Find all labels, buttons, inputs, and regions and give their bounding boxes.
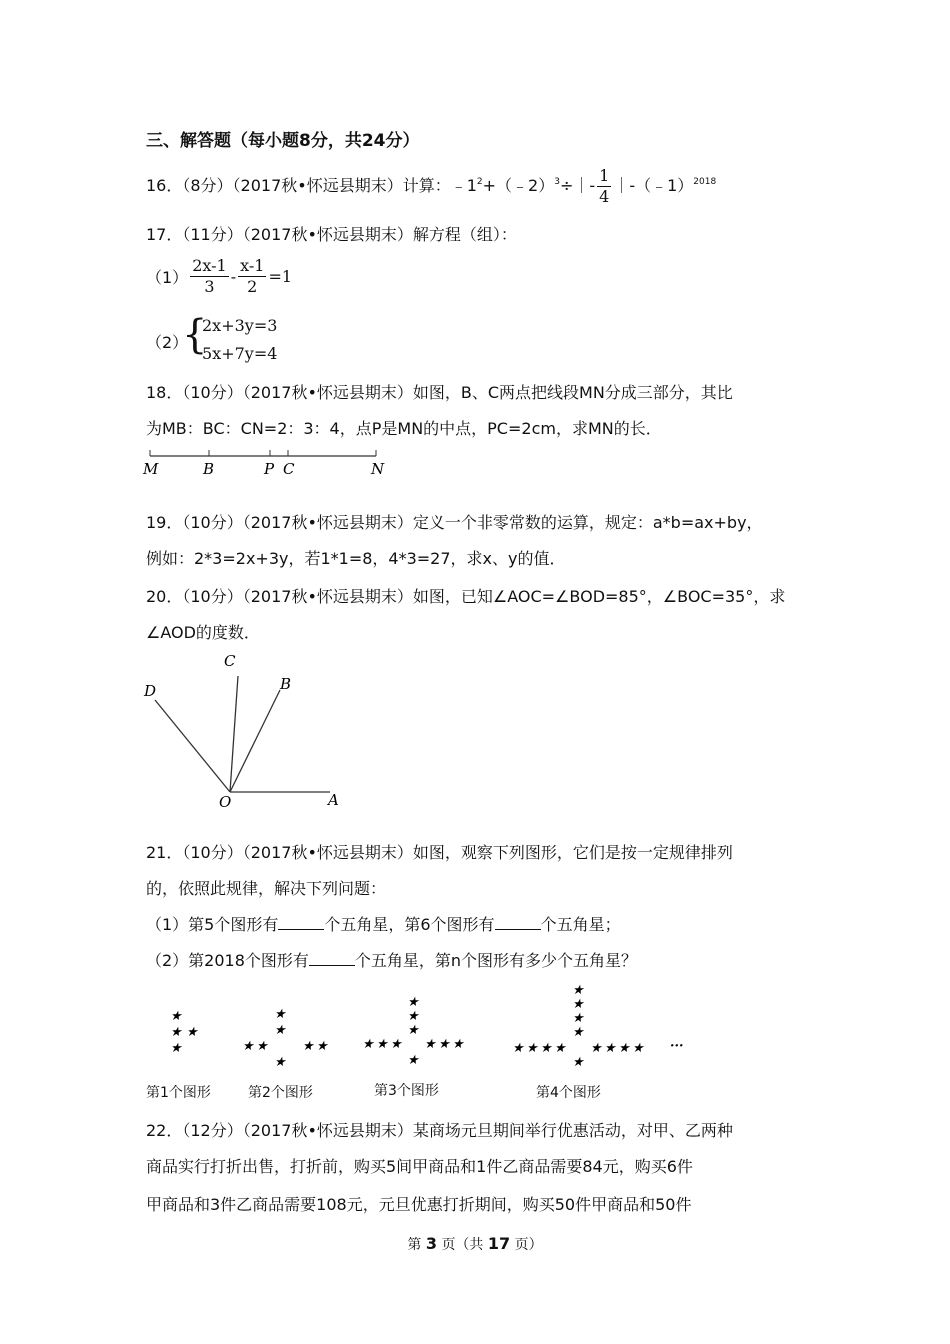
star-icon: ★ [554,1041,566,1056]
q20-line2: ∠AOD的度数． [146,623,260,642]
answer-blank[interactable] [278,917,324,930]
figure-1-label: 第1个图形 [146,1085,211,1101]
q21-p2b: 个五角星，第n个图形有多少个五角星？ [354,951,638,970]
star-pattern-figures [140,984,700,1068]
footer-mid: 页（共 [441,1237,484,1253]
q21-line2: 的，依照此规律，解决下列问题： [146,879,387,898]
figure-3-label: 第3个图形 [374,1083,439,1099]
star-icon: ★ [590,1041,602,1056]
q21-part2 [146,948,637,971]
star-icon: ★ [572,1025,584,1040]
star-icon: ★ [452,1037,464,1052]
q17-frac1-den: 3 [204,277,215,296]
q17-p1-label: （1） [146,268,189,287]
page-footer [0,1234,950,1254]
star-icon: ★ [438,1037,450,1052]
q16-frac-den: 4 [599,187,610,206]
q17-p2-label: （2） [146,333,189,352]
question-16 [146,168,716,205]
q17-stem: 17．（11分）（2017秋•怀远县期末）解方程（组）： [146,225,517,244]
star-icon: ★ [390,1037,402,1052]
star-icon: ★ [572,1011,584,1026]
q16-exp1: 2 [476,177,483,187]
system-brace: { [182,312,208,358]
angle-diagram [140,648,350,814]
footer-pre: 第 [407,1237,422,1253]
q17-eq1: 2x+3y=3 [202,316,278,335]
point-b-label: B [203,460,215,478]
star-icon: ★ [316,1039,328,1054]
q21-p1c: 个五角星； [540,915,621,934]
star-icon: ★ [274,1023,286,1038]
q16-frac-num: 1 [599,166,610,185]
q17-frac2-den: 2 [247,277,258,296]
star-icon: ★ [618,1041,630,1056]
star-icon: ★ [407,1023,419,1038]
q19-line2: 例如：2*3=2x+3y，若1*1=8，4*3=27，求x、y的值． [146,549,566,568]
q21-p1a: （1）第5个图形有 [146,915,279,934]
point-p-label: P [264,460,275,478]
q16-mid: +（﹣2） [482,176,555,195]
star-icon: ★ [274,1007,286,1022]
section-title: 三、解答题（每小题8分，共24分） [146,131,420,151]
q22-line3: 甲商品和3件乙商品需要108元，元旦优惠打折期间，购买50件甲商品和50件 [146,1195,692,1214]
figure-2-label: 第2个图形 [248,1085,313,1101]
q18-line2: 为MB：BC：CN=2：3：4，点P是MN的中点，PC=2cm，求MN的长． [146,419,662,438]
star-icon: ★ [302,1039,314,1054]
star-icon: ★ [604,1041,616,1056]
figure-1-stars [170,1009,199,1056]
star-icon: ★ [572,1055,584,1068]
star-icon: ★ [170,1041,182,1056]
q16-after: ｜-（﹣1） [613,176,694,195]
point-n-label: N [371,460,385,478]
q16-exp2: 3 [554,177,560,187]
point-m-label: M [143,460,159,478]
figure-2-stars [242,1007,329,1068]
q21-p1b: 个五角星，第6个图形有 [324,915,495,934]
q20-line1: 20．（10分）（2017秋•怀远县期末）如图，已知∠AOC=∠BOD=85°，∠BOC=35°，求 [146,587,786,606]
star-icon: ★ [424,1037,436,1052]
q17-frac2 [238,258,266,295]
q17-eq2: 5x+7y=4 [202,344,278,363]
q22-line1: 22．（12分）（2017秋•怀远县期末）某商场元旦期间举行优惠活动，对甲、乙两种 [146,1121,733,1140]
star-icon: ★ [540,1041,552,1056]
figure-4-stars [512,984,645,1068]
q16-prefix: 16．（8分）（2017秋•怀远县期末）计算：﹣1 [146,176,477,195]
q17-op: - [230,267,237,286]
q17-part1 [146,258,292,295]
star-icon: ★ [170,1025,182,1040]
q16-fraction [597,168,611,205]
star-icon: ★ [170,1009,182,1024]
star-icon: ★ [274,1055,286,1068]
answer-blank[interactable] [309,953,355,966]
q17-frac1 [190,258,229,295]
star-icon: ★ [362,1037,374,1052]
figure-4-label: 第4个图形 [536,1085,601,1101]
star-icon: ★ [242,1039,254,1054]
q16-exp3: 2018 [693,177,717,187]
star-icon: ★ [632,1041,644,1056]
q17-frac1-num: 2x-1 [192,256,227,275]
star-icon: ★ [572,997,584,1012]
ellipsis: ··· [670,1039,684,1054]
star-icon: ★ [256,1039,268,1054]
star-icon: ★ [572,984,584,998]
point-c-label: C [224,652,236,670]
q21-part1 [146,912,621,935]
point-c-label: C [283,460,295,478]
point-b-label: B [280,675,292,693]
point-a-label: A [328,791,339,809]
point-o-label: O [219,793,232,811]
star-icon: ★ [186,1025,198,1040]
q18-line1: 18．（10分）（2017秋•怀远县期末）如图，B、C两点把线段MN分成三部分，其比 [146,383,733,402]
q21-p2a: （2）第2018个图形有 [146,951,309,970]
answer-blank[interactable] [495,917,541,930]
q17-rhs: =1 [268,267,293,286]
footer-post: 页） [514,1237,543,1253]
star-icon: ★ [407,1053,419,1068]
point-d-label: D [144,682,157,700]
total-pages: 17 [487,1234,511,1253]
star-icon: ★ [512,1041,524,1056]
q19-line1: 19．（10分）（2017秋•怀远县期末）定义一个非零常数的运算，规定：a*b=ax+by， [146,513,763,532]
q22-line2: 商品实行打折出售，打折前，购买5间甲商品和1件乙商品需要84元，购买6件 [146,1157,693,1176]
q21-line1: 21．（10分）（2017秋•怀远县期末）如图，观察下列图形，它们是按一定规律排列 [146,843,733,862]
star-icon: ★ [407,1009,419,1024]
figure-3-stars [362,995,465,1068]
segment-diagram [140,446,400,480]
q16-div: ÷｜- [559,176,596,195]
current-page: 3 [425,1234,437,1253]
star-icon: ★ [526,1041,538,1056]
q17-frac2-num: x-1 [240,256,265,275]
star-icon: ★ [407,995,419,1010]
star-icon: ★ [376,1037,388,1052]
